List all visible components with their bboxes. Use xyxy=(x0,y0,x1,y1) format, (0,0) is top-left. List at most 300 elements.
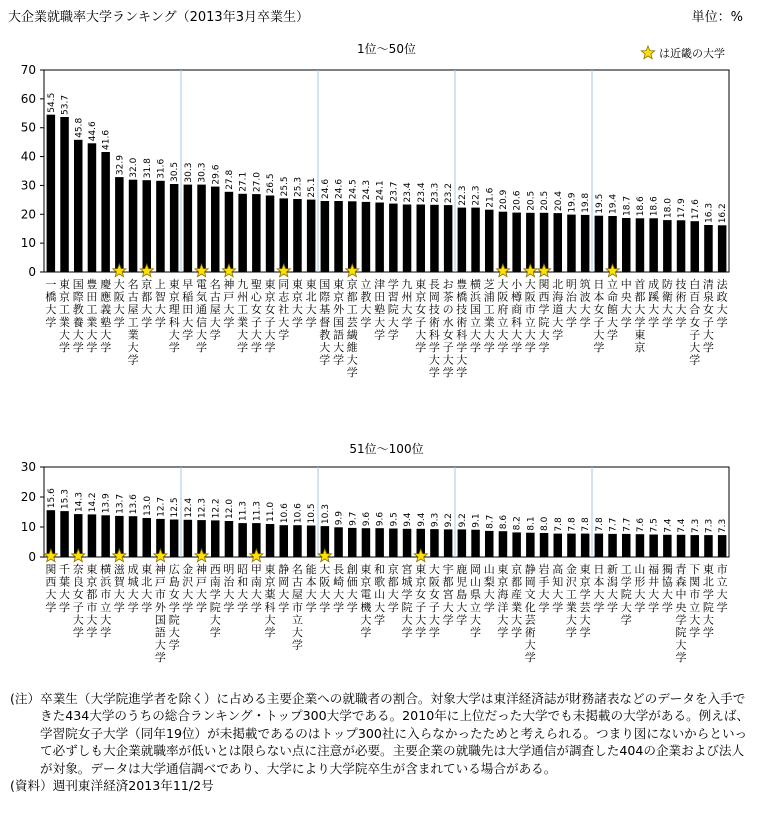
y-tick-label: 10 xyxy=(20,236,36,251)
data-label: 12.3 xyxy=(197,498,208,519)
category-label: 工 xyxy=(483,303,495,317)
category-label: 大 xyxy=(675,638,687,652)
category-label: 学 xyxy=(497,341,509,354)
category-label: 学 xyxy=(250,600,262,614)
category-label: 大 xyxy=(141,588,153,602)
bar xyxy=(266,196,275,273)
category-label: 東 xyxy=(86,563,98,576)
data-label: 8.7 xyxy=(485,514,496,529)
category-label: 学 xyxy=(552,600,564,614)
category-label: 京 xyxy=(415,575,427,589)
bar xyxy=(595,216,604,272)
category-label: 大 xyxy=(45,303,57,317)
category-label: 芸 xyxy=(579,600,591,614)
data-label: 27.8 xyxy=(224,169,235,190)
category-label: 大 xyxy=(702,328,714,342)
data-label: 24.3 xyxy=(361,179,372,200)
category-label: 理 xyxy=(168,303,180,317)
category-label: 九 xyxy=(401,278,413,291)
data-label: 30.5 xyxy=(170,161,181,182)
bar xyxy=(143,518,152,557)
category-label: 九 xyxy=(237,278,249,291)
category-label: 立 xyxy=(360,278,372,291)
data-label: 18.6 xyxy=(649,196,660,217)
category-label: 大 xyxy=(237,328,249,342)
bar xyxy=(663,220,672,272)
bar xyxy=(663,535,672,557)
data-label: 19.4 xyxy=(608,193,619,214)
bar xyxy=(184,185,193,272)
category-label: 大 xyxy=(538,328,550,342)
category-label: 城 xyxy=(401,575,413,589)
category-label: 工 xyxy=(346,303,358,317)
category-label: 東 xyxy=(360,563,372,576)
category-label: 大 xyxy=(196,328,207,342)
category-label: 大 xyxy=(319,588,331,602)
category-label: 学 xyxy=(675,315,687,329)
category-label: 宮 xyxy=(401,563,413,576)
category-label: 大 xyxy=(86,613,98,627)
data-label: 9.3 xyxy=(430,512,441,528)
category-label: 早 xyxy=(182,278,194,291)
bar xyxy=(293,199,302,272)
category-label: 学 xyxy=(456,613,468,627)
category-label: 子 xyxy=(689,328,701,342)
category-label: 治 xyxy=(223,575,235,589)
category-label: 大 xyxy=(86,328,98,342)
bar xyxy=(293,525,302,557)
category-label: 科 xyxy=(264,600,276,614)
bar xyxy=(47,115,56,272)
category-label: 阪 xyxy=(524,290,536,304)
category-label: 山 xyxy=(470,575,481,589)
category-label: 大 xyxy=(497,278,509,291)
category-label: 外 xyxy=(154,600,166,614)
data-label: 53.7 xyxy=(60,94,71,115)
category-label: 井 xyxy=(648,575,660,589)
category-label: 国 xyxy=(470,303,481,317)
data-label: 24.5 xyxy=(348,179,359,200)
category-label: 大 xyxy=(497,328,509,342)
category-label: 京 xyxy=(346,278,358,291)
data-label: 26.5 xyxy=(266,173,276,194)
category-label: 北 xyxy=(552,278,564,291)
category-label: 大 xyxy=(182,588,194,602)
category-label: 京 xyxy=(497,575,509,589)
category-label: 都 xyxy=(442,575,454,589)
category-label: 女 xyxy=(250,303,262,317)
bar xyxy=(389,204,398,272)
data-label: 44.6 xyxy=(87,121,98,142)
category-label: 院 xyxy=(702,600,714,614)
category-label: 宮 xyxy=(442,588,454,602)
category-label: 本 xyxy=(593,290,605,304)
category-label: 大 xyxy=(634,588,646,602)
bar xyxy=(499,212,508,272)
category-label: 関 xyxy=(689,575,701,589)
category-label: 語 xyxy=(333,328,345,342)
bar xyxy=(60,511,69,557)
bar xyxy=(636,534,645,557)
data-label: 13.0 xyxy=(142,495,153,516)
data-label: 30.3 xyxy=(197,162,208,183)
category-label: 金 xyxy=(182,563,194,576)
category-label: 学 xyxy=(387,600,399,614)
category-label: 学 xyxy=(59,341,70,354)
category-label: 戸 xyxy=(223,290,235,304)
category-label: 学 xyxy=(620,613,632,627)
data-label: 23.4 xyxy=(403,182,413,203)
category-label: 学 xyxy=(209,626,221,639)
category-label: 学 xyxy=(86,626,98,639)
bar xyxy=(334,527,343,557)
data-label: 18.7 xyxy=(622,195,633,216)
category-label: 東 xyxy=(702,563,714,576)
data-label: 7.8 xyxy=(567,517,578,532)
category-label: 大 xyxy=(141,303,153,317)
category-label: 気 xyxy=(196,290,207,304)
data-label: 12.2 xyxy=(211,498,222,519)
bar xyxy=(88,143,97,272)
category-label: 学 xyxy=(346,600,358,614)
category-label: 学 xyxy=(113,600,125,614)
category-label: 学 xyxy=(237,341,249,354)
category-label: 学 xyxy=(387,278,399,291)
data-label: 13.9 xyxy=(101,493,112,514)
category-label: 屋 xyxy=(291,588,303,602)
category-label: 学 xyxy=(470,626,481,639)
category-label: 学 xyxy=(511,341,523,354)
data-label: 10.6 xyxy=(293,503,304,524)
category-label: 業 xyxy=(565,600,577,614)
category-label: 清 xyxy=(702,278,714,291)
category-label: 学 xyxy=(333,353,345,367)
category-label: 業 xyxy=(59,315,70,329)
category-label: 静 xyxy=(278,563,290,576)
category-label: 女 xyxy=(72,588,84,602)
category-label: 森 xyxy=(675,575,687,589)
category-label: 橋 xyxy=(45,290,57,304)
category-label: 大 xyxy=(346,353,358,367)
category-label: 学 xyxy=(360,626,372,639)
category-label: 東 xyxy=(168,278,180,291)
category-label: 化 xyxy=(524,600,536,614)
category-label: 本 xyxy=(593,575,605,589)
category-label: 学 xyxy=(319,353,331,367)
data-label: 9.5 xyxy=(389,512,400,527)
category-label: 東 xyxy=(634,328,646,342)
category-label: 京 xyxy=(333,290,345,304)
category-label: 西 xyxy=(45,575,57,589)
category-label: 文 xyxy=(524,588,536,602)
category-label: 田 xyxy=(182,303,194,317)
category-label: 城 xyxy=(127,575,139,589)
category-label: 大 xyxy=(483,588,495,602)
category-label: 薬 xyxy=(264,588,276,602)
category-label: 東 xyxy=(497,563,509,576)
category-label: 督 xyxy=(319,315,331,329)
data-label: 10.6 xyxy=(279,503,290,524)
category-label: 学 xyxy=(552,328,564,342)
category-label: 国 xyxy=(333,315,345,329)
category-label: 長 xyxy=(333,563,345,576)
data-label: 32.9 xyxy=(115,155,126,176)
ranking-chart-51to100 xyxy=(0,435,761,687)
category-label: 教 xyxy=(319,328,331,342)
data-label: 7.8 xyxy=(594,517,605,532)
category-label: 大 xyxy=(716,303,728,317)
category-label: 大 xyxy=(428,613,440,627)
data-label: 19.8 xyxy=(581,192,592,213)
category-label: 大 xyxy=(209,613,221,627)
data-label: 20.5 xyxy=(540,190,550,211)
category-label: 京 xyxy=(86,575,98,589)
category-label: 大 xyxy=(524,278,536,291)
category-label: 古 xyxy=(291,575,303,589)
data-label: 12.4 xyxy=(183,497,194,518)
y-tick-label: 20 xyxy=(20,207,36,222)
category-label: 合 xyxy=(689,303,701,317)
data-label: 11.0 xyxy=(266,501,276,522)
category-label: 学 xyxy=(223,315,235,329)
category-label: 大 xyxy=(264,613,276,627)
bar xyxy=(622,218,631,272)
category-label: 洋 xyxy=(497,600,509,614)
category-label: 山 xyxy=(634,563,646,576)
category-label: 技 xyxy=(428,303,440,317)
category-label: 大 xyxy=(511,613,523,627)
data-label: 9.2 xyxy=(444,513,455,528)
category-label: 京 xyxy=(264,290,276,304)
category-label: 工 xyxy=(59,303,70,317)
data-label: 11.3 xyxy=(238,501,249,522)
category-label: 手 xyxy=(538,575,550,589)
category-label: 信 xyxy=(196,315,207,329)
category-label: 大 xyxy=(346,588,358,602)
category-label: 国 xyxy=(319,278,331,291)
category-label: 東 xyxy=(264,278,276,291)
category-label: 大 xyxy=(607,315,618,329)
data-label: 8.1 xyxy=(526,516,537,531)
category-label: 大 xyxy=(333,588,345,602)
y-tick-label: 10 xyxy=(20,520,36,534)
bar xyxy=(375,203,384,273)
bar xyxy=(485,531,494,557)
category-label: 創 xyxy=(346,563,358,576)
category-label: 日 xyxy=(593,563,605,576)
category-label: 京 xyxy=(291,290,303,304)
data-label: 19.5 xyxy=(594,193,605,214)
category-label: 沢 xyxy=(182,575,194,589)
bar xyxy=(581,534,590,557)
category-label: 学 xyxy=(428,341,440,354)
category-label: 神 xyxy=(196,563,207,576)
category-label: 獨 xyxy=(661,563,673,576)
category-label: 京 xyxy=(264,575,276,589)
category-label: 女 xyxy=(442,328,454,342)
data-label: 31.6 xyxy=(156,158,167,179)
category-label: 女 xyxy=(415,588,427,602)
category-label: 百 xyxy=(689,290,701,304)
category-label: 工 xyxy=(237,303,249,317)
category-label: 大 xyxy=(401,613,413,627)
category-label: 波 xyxy=(579,290,591,304)
category-label: 一 xyxy=(45,278,57,291)
category-label: 学 xyxy=(675,613,687,627)
category-label: 市 xyxy=(716,563,728,576)
category-label: 名 xyxy=(291,563,303,576)
bar xyxy=(211,520,220,557)
category-label: 大 xyxy=(607,588,618,602)
category-label: 学 xyxy=(497,626,509,639)
category-label: 大 xyxy=(305,303,317,317)
category-label: 習 xyxy=(387,290,399,304)
category-label: 浜 xyxy=(100,575,112,589)
bar xyxy=(266,524,275,557)
data-label: 20.9 xyxy=(498,189,509,210)
category-label: 大 xyxy=(374,315,386,329)
data-label: 17.6 xyxy=(690,199,701,220)
bar xyxy=(307,526,316,558)
data-label: 10.3 xyxy=(320,504,331,525)
category-label: 子 xyxy=(702,315,714,329)
category-label: 学 xyxy=(483,600,495,614)
category-label: 志 xyxy=(278,290,290,304)
category-label: 学 xyxy=(209,328,221,342)
bar xyxy=(348,201,357,272)
category-label: 通 xyxy=(196,303,207,317)
category-label: 機 xyxy=(360,600,372,614)
category-label: 院 xyxy=(675,626,687,639)
data-label: 22.3 xyxy=(471,185,482,206)
category-label: 塾 xyxy=(100,315,112,329)
bar xyxy=(334,201,343,272)
category-label: 慶 xyxy=(100,278,112,291)
category-label: 阪 xyxy=(497,290,509,304)
y-tick-label: 30 xyxy=(20,178,36,193)
category-label: 大 xyxy=(524,328,536,342)
category-label: 大 xyxy=(45,588,57,602)
category-label: 大 xyxy=(552,315,564,329)
data-label: 23.2 xyxy=(444,183,455,204)
category-label: 学 xyxy=(305,315,317,329)
ranking-chart-top50 xyxy=(0,38,761,428)
data-label: 7.8 xyxy=(581,517,592,532)
data-label: 20.6 xyxy=(512,190,523,211)
category-label: 葉 xyxy=(59,575,70,589)
category-label: 国 xyxy=(72,278,84,291)
data-label: 9.2 xyxy=(457,513,468,528)
category-label: 学 xyxy=(648,600,660,614)
category-label: 大 xyxy=(552,588,564,602)
bar xyxy=(458,208,467,272)
category-label: 義 xyxy=(100,303,112,317)
legend-label: は近畿の大学 xyxy=(659,47,725,60)
data-label: 27.0 xyxy=(252,172,263,193)
category-label: 学 xyxy=(620,315,632,329)
category-label: 京 xyxy=(59,290,70,304)
category-label: 県 xyxy=(470,588,481,602)
category-label: 都 xyxy=(634,290,646,304)
category-label: 滋 xyxy=(113,563,125,576)
category-label: 戸 xyxy=(196,575,207,589)
category-label: 首 xyxy=(634,278,646,291)
bar xyxy=(567,215,576,272)
category-label: 学 xyxy=(100,341,112,354)
data-label: 9.6 xyxy=(361,511,372,527)
category-label: 東 xyxy=(415,563,427,576)
data-label: 23.7 xyxy=(389,181,400,202)
category-label: 梨 xyxy=(483,575,495,589)
category-label: 学 xyxy=(689,353,701,367)
category-label: 学 xyxy=(607,328,618,342)
category-label: 大 xyxy=(565,303,577,317)
category-label: 学 xyxy=(168,341,180,354)
category-label: 学 xyxy=(593,341,605,354)
category-label: 大 xyxy=(278,315,290,329)
category-label: 学 xyxy=(511,626,523,639)
data-label: 7.3 xyxy=(690,518,701,534)
category-label: 甲 xyxy=(250,563,262,576)
category-label: 北 xyxy=(141,575,153,589)
category-label: 技 xyxy=(456,303,468,317)
category-label: 学 xyxy=(648,315,660,329)
data-label: 7.5 xyxy=(649,518,660,533)
y-tick-label: 20 xyxy=(20,490,36,504)
category-label: 広 xyxy=(168,563,180,576)
data-label: 14.2 xyxy=(87,492,98,513)
category-label: 学 xyxy=(250,341,262,354)
category-label: 岡 xyxy=(470,563,481,576)
category-label: 島 xyxy=(456,588,468,602)
category-label: 学 xyxy=(702,626,714,639)
bar xyxy=(170,184,179,272)
category-label: 千 xyxy=(59,563,70,576)
category-label: 際 xyxy=(319,290,331,304)
category-label: 大 xyxy=(442,600,454,614)
category-label: 学 xyxy=(168,638,180,652)
category-label: 大 xyxy=(360,613,372,627)
category-label: 屋 xyxy=(127,303,139,317)
bar xyxy=(184,520,193,557)
note-text: (注）卒業生（大学院進学者を除く）に占める主要企業への就職者の割合。対象大学は東洋経済誌が財務諸表などのデータを入手できた434大学のうちの総合ランキング・トップ300大学である。2010年に上位だった大学でも未掲載の大学がある。例えば、学習院女子大学（同年19位）が未掲載であるのはトップ300社に入らなかったためと考えられる。つまり図にないからといって必ずしも大企業就職率が低いとは限らない点に注意が必要。主要企業の就職先は大学通信が調査した404の企業および法人が対象。データは大学通信調べであり、大学により大学院卒生が含まれている場合がある。 xyxy=(10,691,750,776)
category-label: 北 xyxy=(305,290,317,304)
category-label: 和 xyxy=(374,563,386,576)
y-tick-label: 50 xyxy=(20,120,36,135)
bar xyxy=(649,535,658,558)
category-label: 大 xyxy=(442,353,454,367)
category-label: 大 xyxy=(387,315,399,329)
category-label: 中 xyxy=(620,278,632,291)
bar xyxy=(485,210,494,272)
bar xyxy=(622,534,631,557)
bar xyxy=(197,185,206,272)
category-label: 稲 xyxy=(182,290,194,304)
category-label: 茶 xyxy=(442,290,454,304)
bar xyxy=(718,535,727,557)
y-tick-label: 0 xyxy=(28,550,36,564)
category-label: 大 xyxy=(497,613,509,627)
category-label: 科 xyxy=(168,315,180,329)
category-label: 應 xyxy=(100,290,112,304)
category-label: 大 xyxy=(154,638,166,652)
category-label: 学 xyxy=(538,341,550,354)
category-label: 大 xyxy=(196,588,207,602)
category-label: 子 xyxy=(72,600,84,614)
data-label: 7.6 xyxy=(635,517,646,533)
category-label: 白 xyxy=(689,278,701,291)
category-label: 学 xyxy=(182,328,194,342)
